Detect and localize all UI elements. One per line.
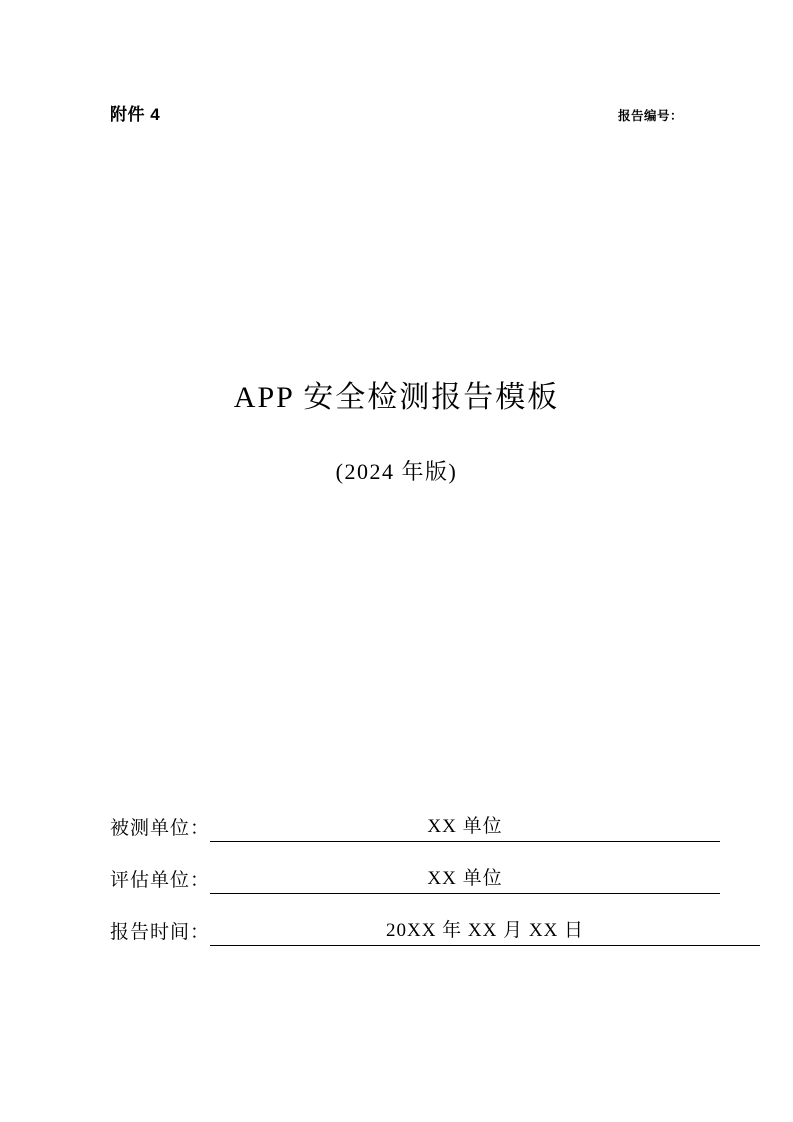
tested-unit-value: XX 单位 — [427, 816, 503, 837]
signature-fields — [110, 812, 720, 968]
field-row-tested-unit — [110, 812, 720, 842]
assessment-unit-value-line — [210, 863, 720, 894]
report-date-label: 报告时间： — [110, 922, 211, 943]
tested-unit-label: 被测单位： — [110, 818, 211, 839]
page-header — [110, 100, 683, 125]
field-row-assessment-unit — [110, 864, 720, 894]
page-subtitle: (2024 年版) — [335, 459, 458, 484]
report-date-value: 20XX 年 XX 月 XX 日 — [385, 920, 585, 941]
assessment-unit-value: XX 单位 — [427, 868, 503, 889]
field-row-report-date — [110, 916, 720, 946]
assessment-unit-label: 评估单位： — [110, 870, 211, 891]
page-title: APP 安全检测报告模板 — [233, 381, 560, 414]
report-number-label: 报告编号： — [617, 109, 683, 123]
report-date-value-line — [210, 915, 760, 946]
attachment-label: 附件 4 — [110, 105, 161, 124]
title-block — [0, 378, 793, 486]
tested-unit-value-line — [210, 811, 720, 842]
